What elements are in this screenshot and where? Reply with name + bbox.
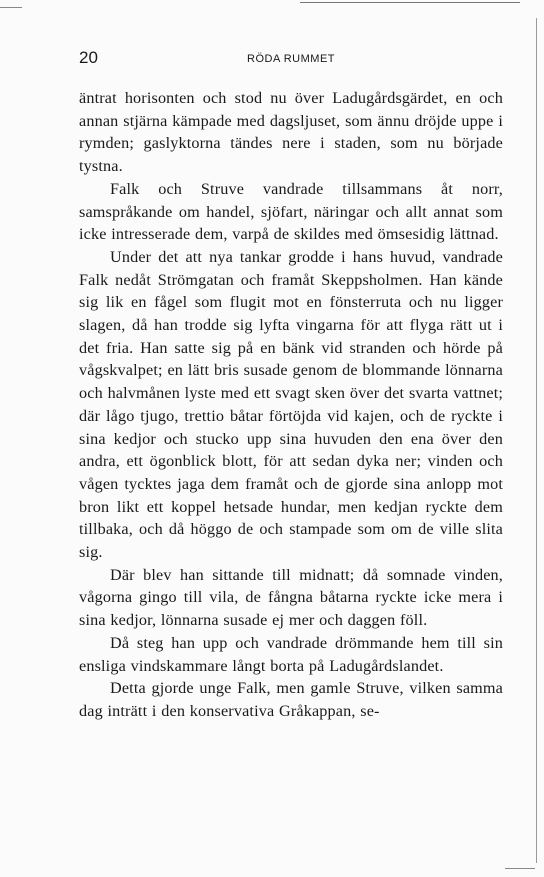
paragraph-2: Falk och Struve vandrade tillsammans åt norr, samspråkande om handel, sjöfart, näringar och allt annat som icke intresserade dem, varpå de skildes med ömsesidig lättnad. bbox=[79, 179, 503, 244]
paragraph-5: Då steg han upp och vandrade drömmande hem till sin ensliga vindskammare långt borta på Ladugårdslandet. bbox=[79, 633, 503, 675]
paragraph-1: äntrat horisonten och stod nu över Ladugårdsgärdet, en och annan stjärna kämpade med dagsljuset, som ännu dröjde uppe i rymden; gaslyktorna tändes nere i staden, som nu började tystna. bbox=[79, 89, 503, 176]
top-edge-rule bbox=[300, 2, 520, 3]
running-head: RÖDA RUMMET bbox=[247, 53, 335, 65]
page-number: 20 bbox=[79, 48, 98, 67]
bottom-edge-rule bbox=[505, 868, 535, 869]
paragraph-4: Där blev han sittande till midnatt; då somnade vinden, vågorna gingo till vila, de fångna båtarna ryckte icke mera i sina kedjor, lönnarna susade ej mer och daggen föll. bbox=[79, 565, 503, 630]
page-header bbox=[79, 48, 503, 72]
page-right-edge bbox=[536, 18, 537, 863]
corner-scan-mark bbox=[0, 7, 22, 8]
body-text bbox=[79, 87, 503, 723]
paragraph-6: Detta gjorde unge Falk, men gamle Struve, vilken samma dag inträtt i den konservativa Gråkappan, se- bbox=[79, 679, 503, 720]
paragraph-3: Under det att nya tankar grodde i hans huvud, vandrade Falk nedåt Strömgatan och framåt Skeppsholmen. Han kände sig lik en fågel som flugit mot en fönsterruta och nu ligger slagen, då han trodde sig lyfta vingarna för att flyga rätt ut i det fria. Han satte sig på en bänk vid stranden och hörde på vågskvalpet; en lätt bris susade genom de blommande lönnarna och halvmånen lyste med ett svagt sken över det svarta vattnet; där lågo tjugo, trettio båtar förtöjda vid kajen, och de ryckte i sina kedjor och stucko upp sina huvuden den ena över den andra, ett ögonblick blott, för att sedan dyka ner; vinden och vågen tycktes jaga dem framåt och de gjorde sina anlopp mot bron likt ett koppel hetsade hundar, men kedjan ryckte dem tillbaka, och då höggo de och stampade som om de ville slita sig. bbox=[79, 247, 503, 562]
